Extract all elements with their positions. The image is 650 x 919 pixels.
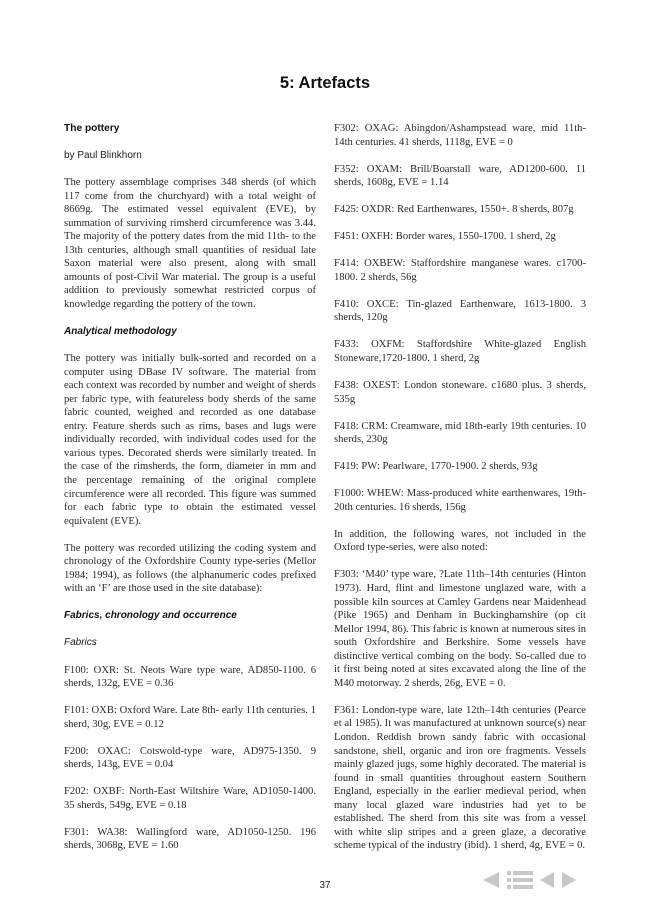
coding-paragraph: The pottery was recorded utilizing the coding system and chronology of the Oxfordshire County type-series (Mellor 1984; 1994), as follows (the alphanumeric codes prefixed with an ‘F’ are those used in the site database): (64, 542, 316, 595)
page-number: 37 (319, 880, 331, 891)
fabrics-heading: Fabrics, chronology and occurrence (64, 610, 237, 622)
next-page-icon[interactable] (561, 871, 577, 889)
chapter-title: 5: Artefacts (279, 74, 371, 92)
page-navigation (481, 870, 577, 890)
fabric-entry: F1000: WHEW: Mass-produced white earthenwares, 19th-20th centuries. 16 sherds, 156g (334, 488, 586, 513)
fabric-entry: F414: OXBEW: Staffordshire manganese wares. c1700-1800. 2 sherds, 56g (334, 258, 586, 283)
methodology-paragraph: The pottery was initially bulk-sorted and recorded on a computer using DBase IV software. The material from each context was recorded by number and weight of sherds per fabric type, with featureless body sherds of the same fabric counted, weighed and recorded as one database entry. Feature sherds such as rims, bases and lugs were individually recorded, with individual codes used for the various types. Decorated sherds were similarly treated. In the case of the rimsherds, the form, diameter in mm and the percentage remaining of the original complete circumference were all recorded. This figure was summed for each fabric type to obtain the estimated vessel equivalent (EVE). (64, 353, 316, 527)
fabric-entry: F419: PW: Pearlware, 1770-1900. 2 sherds, 93g (334, 461, 538, 473)
previous-page-icon[interactable] (539, 871, 555, 889)
additional-intro: In addition, the following wares, not included in the Oxford type-series, were also noted: (334, 528, 586, 554)
fabric-entry: F301: WA38: Wallingford ware, AD1050-1250. 196 sherds, 3068g, EVE = 1.60 (64, 826, 316, 852)
right-column (334, 122, 586, 853)
fabric-entry: F418: CRM: Creamware, mid 18th-early 19th centuries. 10 sherds, 230g (334, 420, 586, 446)
fabric-entry: F410: OXCE: Tin-glazed Earthenware, 1613-1800. 3 sherds, 120g (334, 298, 586, 324)
menu-icon[interactable] (507, 870, 533, 890)
fabric-entry: F101: OXB: Oxford Ware. Late 8th- early 11th centuries. 1 sherd, 30g, EVE = 0.12 (64, 705, 316, 730)
fabric-entry: F302: OXAG: Abingdon/Ashampstead ware, mid 11th-14th centuries. 41 sherds, 1118g, EVE = 0 (334, 123, 586, 148)
fabric-entry: F352: OXAM: Brill/Boarstall ware, AD1200-600. 11 sherds, 1608g, EVE = 1.14 (334, 163, 586, 189)
methodology-heading: Analytical methodology (64, 326, 177, 338)
f361-paragraph: F361: London-type ware, late 12th–14th centuries (Pearce et al 1985). It was manufactured at unknown source(s) near London. Reddish brown sandy fabric with occasional sandstone, shell, organic and iron ore fragments. Vessels mainly glazed jugs, some highly decorated. The material is found in small quantities throughout eastern Southern England, especially in the earlier medieval period, when many local glazed ware industries had yet to be established. The sherd from this site was from a vessel with white slip stripes and a green glaze, a decorative scheme typical of the industry (ibid). 1 sherd, 4g, EVE = 0. (334, 704, 586, 852)
f303-paragraph: F303: ‘M40’ type ware, ?Late 11th–14th centuries (Hinton 1973). Hard, flint and limestone unglazed ware, with a possible kiln sources at Camley Gardens near Maidenhead (Pike 1965) and Denham in Buckinghamshire (op cit Mellor 1994, 86). This fabric is known at numerous sites in south Oxfordshire and Berkshire. Some vessels have distinctive vertical combing on the body. So-called due to it first being noted at sites excavated along the line of the M40 motorway. 2 sherds, 26g, EVE = 0. (334, 569, 586, 689)
fabric-entry: F100: OXR: St. Neots Ware type ware, AD850-1100. 6 sherds, 132g, EVE = 0.36 (64, 664, 316, 690)
fabric-entry: F202: OXBF: North-East Wiltshire Ware, AD1050-1400. 35 sherds, 549g, EVE = 0.18 (64, 786, 316, 811)
fabric-entry: F425: OXDR: Red Earthenwares, 1550+. 8 sherds, 807g (334, 204, 574, 216)
back-arrow-icon[interactable] (481, 871, 501, 889)
fabric-entry: F200: OXAC: Cotswold-type ware, AD975-1350. 9 sherds, 143g, EVE = 0.04 (64, 745, 316, 771)
fabric-entry: F438: OXEST: London stoneware. c1680 plus. 3 sherds, 535g (334, 380, 586, 405)
section-heading: The pottery (64, 123, 120, 134)
fabrics-subheading: Fabrics (64, 637, 97, 649)
left-column (64, 122, 316, 853)
fabric-entry: F451: OXFH: Border wares, 1550-1700. 1 sherd, 2g (334, 231, 556, 243)
intro-paragraph: The pottery assemblage comprises 348 sherds (of which 117 come from the churchyard) with a total weight of 8669g. The estimated vessel equivalent (EVE), by summation of surviving rimsherd circumference was 3.44. The majority of the pottery dates from the mid 11th- to the 13th centuries, although small quantities of residual late Saxon material were also present, along with small amounts of post-Civil War material. The group is a useful addition to previously somewhat restricted corpus of knowledge regarding the pottery of the town. (64, 177, 316, 311)
author-line: by Paul Blinkhorn (64, 150, 142, 162)
fabric-entry: F433: OXFM: Staffordshire White-glazed English Stoneware,1720-1800. 1 sherd, 2g (334, 339, 586, 365)
